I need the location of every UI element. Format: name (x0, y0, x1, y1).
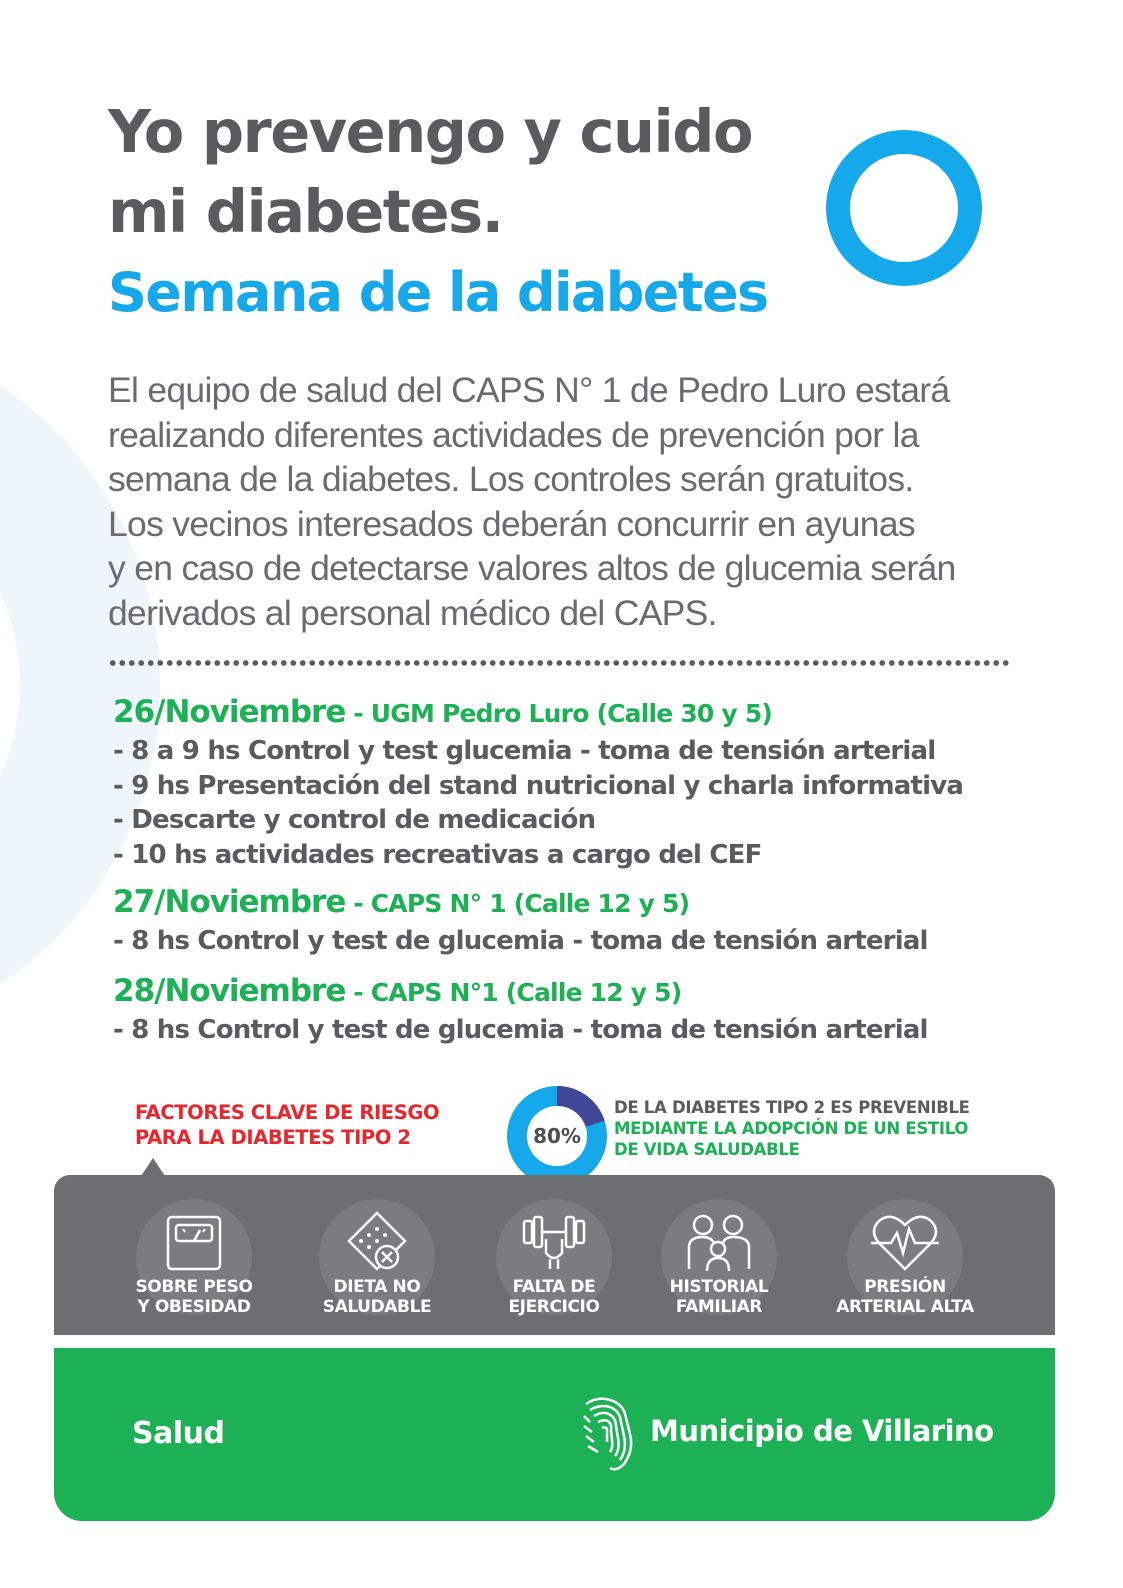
risk-factors-panel (54, 1175, 1055, 1335)
schedule-day (113, 690, 1043, 872)
schedule-date: 26/Noviembre (113, 694, 346, 730)
intro-line: semana de la diabetes. Los controles serán gratuitos. (108, 459, 914, 499)
intro-line: y en caso de detectarse valores altos de glucemia serán (108, 548, 956, 588)
unhealthy-food-icon (337, 1203, 417, 1283)
family-icon (679, 1203, 759, 1283)
schedule-date: 27/Noviembre (113, 884, 346, 920)
title-line: Yo prevengo y cuido (108, 97, 752, 166)
page-subtitle: Semana de la diabetes (108, 261, 768, 324)
intro-line: Los vecinos interesados deberán concurrir en ayunas (108, 503, 915, 544)
schedule-item: - 10 hs actividades recreativas a cargo del CEF (113, 839, 762, 870)
statement-line: DE LA DIABETES TIPO 2 ES PREVENIBLE (614, 1098, 970, 1117)
title-line: mi diabetes. (108, 177, 503, 246)
intro-line: El equipo de salud del CAPS N° 1 de Pedro Luro estará (108, 370, 950, 410)
statement-line: MEDIANTE LA ADOPCIÓN DE UN ESTILO (614, 1119, 969, 1138)
risk-factors-title (135, 1100, 439, 1150)
risk-factor-label-line: Y OBESIDAD (137, 1297, 251, 1317)
statement-line: DE VIDA SALUDABLE (614, 1140, 800, 1159)
heart-pulse-icon (865, 1203, 945, 1283)
schedule-day (113, 880, 1043, 959)
intro-line: derivados al personal médico del CAPS. (108, 592, 717, 633)
schedule-place: - CAPS N°1 (Calle 12 y 5) (345, 977, 682, 1007)
risk-factor-label (800, 1277, 1010, 1317)
risk-title-line: PARA LA DIABETES TIPO 2 (135, 1126, 411, 1149)
risk-factor-label-line: SALUDABLE (322, 1297, 432, 1317)
footer-bar (54, 1348, 1055, 1521)
schedule-place: - UGM Pedro Luro (Calle 30 y 5) (345, 699, 773, 728)
risk-factor-label-line: HISTORIAL (669, 1277, 769, 1297)
page-title (108, 92, 752, 252)
dotted-divider (108, 659, 1012, 667)
blue-circle-icon (826, 130, 982, 286)
footer-municipality: Municipio de Villarino (650, 1414, 994, 1448)
risk-factor-label-line: FALTA DE (512, 1277, 596, 1297)
schedule-item: - 8 hs Control y test de glucemia - toma de tensión arterial (113, 926, 928, 956)
scale-icon (154, 1203, 234, 1283)
prevention-statement (614, 1097, 970, 1160)
footer-department: Salud (132, 1416, 225, 1451)
risk-factor-label-line: EJERCICIO (508, 1297, 600, 1317)
schedule-day (113, 969, 1043, 1048)
schedule-day-header (113, 969, 1043, 1013)
municipality-logo-icon (580, 1394, 636, 1472)
schedule-day-header (113, 690, 1043, 734)
donut-percentage: 80% (533, 1124, 581, 1148)
intro-paragraph (108, 368, 1038, 635)
schedule-item: - 9 hs Presentación del stand nutricional y charla informativa (113, 770, 964, 801)
schedule-item: - 8 a 9 hs Control y test glucemia - toma de tensión arterial (113, 736, 936, 766)
risk-factor-label-line: PRESIÓN (864, 1277, 946, 1297)
risk-factor-label-line: FAMILIAR (675, 1297, 763, 1317)
risk-title-line: FACTORES CLAVE DE RIESGO (135, 1101, 440, 1124)
risk-factor-label (614, 1277, 824, 1317)
schedule-item: - 8 hs Control y test de glucemia - toma de tensión arterial (113, 1014, 928, 1045)
risk-factor-label-line: DIETA NO (333, 1277, 421, 1297)
risk-factor-label-line: SOBRE PESO (135, 1277, 253, 1297)
schedule-place: - CAPS N° 1 (Calle 12 y 5) (345, 889, 690, 918)
schedule-day-header (113, 880, 1043, 924)
schedule (113, 690, 1043, 1047)
risk-factor-label-line: ARTERIAL ALTA (836, 1297, 974, 1317)
schedule-item: - Descarte y control de medicación (113, 805, 596, 835)
risk-factor-label (89, 1277, 299, 1317)
dumbbell-icon (514, 1203, 594, 1283)
callout-pointer (141, 1158, 165, 1176)
intro-line: realizando diferentes actividades de prevención por la (108, 414, 919, 455)
schedule-date: 28/Noviembre (113, 972, 346, 1009)
